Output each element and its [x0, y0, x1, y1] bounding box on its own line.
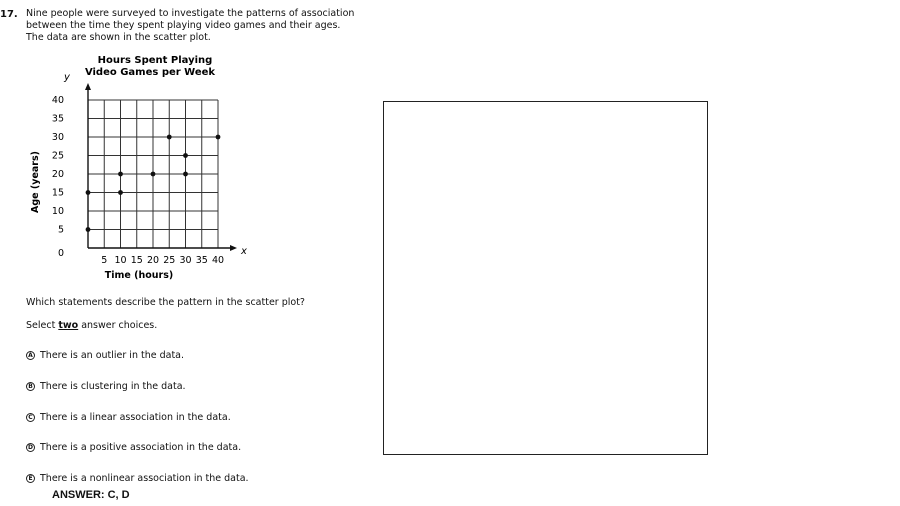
question-instruction	[26, 320, 157, 331]
instruction-prefix: Select	[26, 320, 59, 331]
y-axis-label: Age (years)	[30, 151, 41, 213]
y-axis-arrow	[85, 83, 91, 90]
answer-key: ANSWER: C, D	[52, 489, 130, 501]
data-point	[183, 172, 188, 177]
x-axis-variable: x	[241, 246, 247, 257]
y-tick-label: 10	[51, 206, 64, 217]
data-point	[167, 135, 172, 140]
data-point	[86, 227, 91, 232]
chart-title-line: Video Games per Week	[84, 67, 216, 78]
prompt-line: The data are shown in the scatter plot.	[26, 32, 211, 43]
data-point	[118, 172, 123, 177]
y-tick-label: 5	[57, 224, 64, 236]
instruction-suffix: answer choices.	[78, 320, 158, 331]
y-tick-label: 40	[51, 95, 64, 106]
blank-work-area[interactable]	[383, 101, 708, 455]
choice-e[interactable]	[26, 473, 249, 484]
x-tick-label: 5	[101, 255, 108, 266]
choice-bubble[interactable]: B	[26, 382, 35, 391]
choice-bubble[interactable]: D	[26, 443, 35, 452]
x-tick-label: 15	[130, 255, 143, 266]
data-point	[151, 172, 156, 177]
y-tick-label: 20	[51, 169, 64, 180]
choice-text: There is a nonlinear association in the data.	[40, 473, 249, 484]
data-point	[118, 190, 123, 195]
choice-bubble[interactable]: A	[26, 351, 35, 360]
choice-d[interactable]	[26, 442, 241, 453]
data-point	[183, 153, 188, 158]
question-number: 17.	[0, 9, 18, 20]
question-stem: Which statements describe the pattern in the scatter plot?	[26, 297, 305, 308]
data-point	[216, 135, 221, 140]
choice-bubble[interactable]: E	[26, 474, 35, 483]
choice-text: There is a linear association in the data.	[40, 412, 231, 423]
x-axis-label: Time (hours)	[104, 270, 174, 281]
x-tick-label: 30	[179, 255, 192, 266]
y-tick-label: 30	[51, 132, 64, 143]
y-tick-label: 25	[51, 150, 64, 162]
y-tick-label: 0	[57, 248, 64, 259]
choice-text: There is a positive association in the data.	[40, 442, 242, 453]
instruction-emphasis: two	[58, 320, 79, 331]
choice-b[interactable]	[26, 381, 186, 392]
choice-c[interactable]	[26, 412, 231, 423]
x-tick-label: 10	[114, 255, 127, 266]
choice-bubble[interactable]: C	[26, 413, 35, 422]
x-tick-label: 40	[211, 255, 225, 266]
x-tick-label: 35	[195, 255, 208, 266]
choice-text: There is clustering in the data.	[40, 381, 186, 392]
scatter-plot	[22, 52, 262, 287]
y-axis-variable: y	[64, 72, 70, 83]
x-axis-arrow	[230, 245, 237, 251]
choice-a[interactable]	[26, 350, 184, 361]
question-prompt	[26, 8, 406, 44]
prompt-line: Nine people were surveyed to investigate the patterns of association	[26, 8, 355, 19]
y-tick-label: 35	[51, 113, 64, 125]
y-tick-label: 15	[51, 187, 64, 199]
prompt-line: between the time they spent playing video games and their ages.	[26, 20, 341, 31]
data-point	[86, 190, 91, 195]
x-tick-label: 25	[163, 255, 176, 266]
chart-title-line: Hours Spent Playing	[97, 55, 213, 66]
x-tick-label: 20	[146, 255, 160, 266]
choice-text: There is an outlier in the data.	[40, 350, 185, 361]
